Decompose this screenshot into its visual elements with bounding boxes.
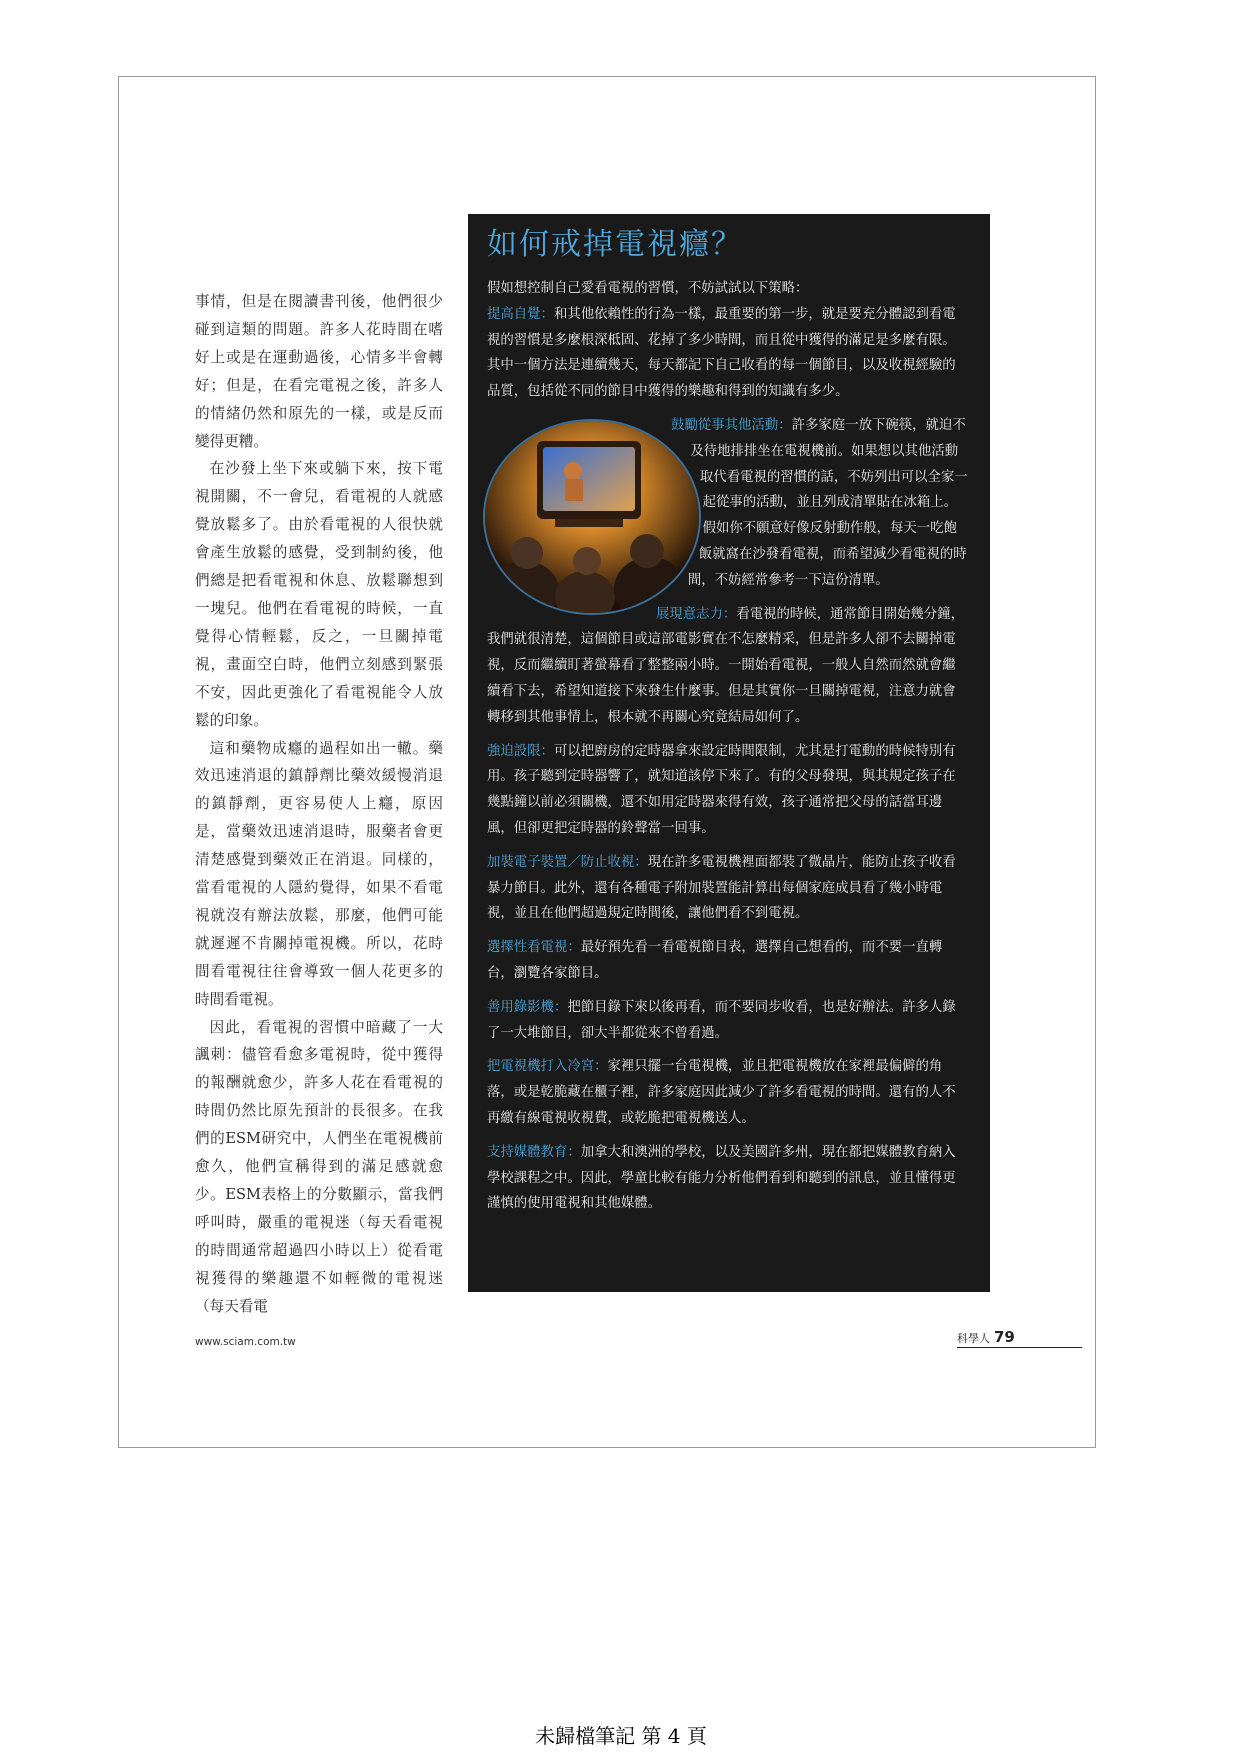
tip-text: 加拿大和澳洲的學校，以及美國許多州，現在都把媒體教育納入學校課程之中。因此，學童比較有能力分析他們看到和聽到的訊息，並且懂得更謹慎的使用電視和其他媒體。 — [487, 1144, 956, 1212]
tip-text: 家裡只擺一台電視機，並且把電視機放在家裡最偏僻的角落，或是乾脆藏在櫃子裡，許多家庭因此減少了許多看電視的時間。還有的人不再繳有線電視收視費，或乾脆把電視機送人。 — [487, 1059, 956, 1126]
notebook-page-caption: 未歸檔筆記 第 4 頁 — [535, 1724, 707, 1748]
footer-page-info — [957, 1327, 1082, 1348]
footer-page-number: 79 — [994, 1328, 1015, 1346]
tip-willpower — [487, 602, 968, 731]
sidebar-box — [468, 214, 990, 1292]
tip-keyword: 善用錄影機： — [487, 999, 568, 1015]
tip-text: 許多家庭一放下碗筷，就迫不及待地排排坐在電視機前。如果想以其他活動取代看電視的習慣的話，不妨列出可以全家一起從事的活動，並且列成清單貼在冰箱上。假如你不願意好像反射動作般，每天一吃飽飯就窩在沙發看電視，而希望減少看電視的時間，不妨經常參考一下這份清單。 — [687, 417, 968, 588]
tip-selective-viewing — [487, 935, 968, 987]
tip-keyword: 加裝電子裝置／防止收視： — [487, 854, 648, 870]
sidebar-intro: 假如想控制自己愛看電視的習慣，不妨試試以下策略： — [487, 281, 809, 296]
tip-raise-awareness — [487, 302, 968, 405]
sidebar-title: 如何戒掉電視癮？ — [487, 227, 743, 262]
tv-family-photo — [483, 419, 701, 615]
tip-media-education — [487, 1140, 968, 1217]
tip-keyword: 強迫設限： — [487, 743, 554, 759]
footer-magazine-name: 科學人 — [957, 1332, 990, 1345]
tip-text: 和其他依賴性的行為一樣，最重要的第一步，就是要充分體認到看電視的習慣是多麼根深柢固、花掉了多少時間，而且從中獲得的滿足是多麼有限。其中一個方法是連續幾天，每天都記下自己收看的每一個節目，以及收視經驗的品質，包括從不同的節目中獲得的樂趣和得到的知識有多少。 — [487, 306, 956, 400]
tip-set-limits — [487, 739, 968, 842]
tip-text: 看電視的時候，通常節目開始幾分鐘，我們就很清楚，這個節目或這部電影實在不怎麼精采，但是許多人卻不去關掉電視，反而繼續盯著螢幕看了整整兩小時。一開始看電視，一般人自然而然就會繼續看下去，希望知道接下來發生什麼事。但是其實你一旦關掉電視，注意力就會轉移到其他事情上，根本就不再關心究竟結局如何了。 — [487, 606, 964, 725]
tip-text: 現在許多電視機裡面都裝了微晶片，能防止孩子收看暴力節目。此外，還有各種電子附加裝置能計算出每個家庭成員看了幾小時電視，並且在他們超過規定時間後，讓他們看不到電視。 — [487, 854, 956, 922]
footer-url: www.sciam.com.tw — [195, 1336, 296, 1348]
left-column-text — [195, 288, 443, 1321]
tip-use-vcr — [487, 995, 968, 1047]
tip-keyword: 提高自覺： — [487, 306, 554, 322]
body-paragraph: 這和藥物成癮的過程如出一轍。藥效迅速消退的鎮靜劑比藥效緩慢消退的鎮靜劑，更容易使人上癮，原因是，當藥效迅速消退時，服藥者會更清楚感覺到藥效正在消退。同樣的，當看電視的人隱約覺得，如果不看電視就沒有辦法放鬆，那麼，他們可能就遲遲不肯關掉電視機。所以，花時間看電視往往會導致一個人花更多的時間看電視。 — [195, 739, 443, 1008]
tip-keyword: 支持媒體教育： — [487, 1144, 581, 1160]
tip-banish-tv — [487, 1054, 968, 1131]
body-paragraph: 因此，看電視的習慣中暗藏了一大諷刺：儘管看愈多電視時，從中獲得的報酬就愈少，許多人花在看電視的時間仍然比原先預計的長很多。在我們的ESM研究中，人們坐在電視機前愈久，他們宣稱得到的滿足感就愈少。ESM表格上的分數顯示，當我們呼叫時，嚴重的電視迷（每天看電視的時間通常超過四小時以上）從看電視獲得的樂趣還不如輕微的電視迷（每天看電 — [195, 1018, 443, 1315]
tip-text: 把節目錄下來以後再看，而不要同步收看，也是好辦法。許多人錄了一大堆節目，卻大半都從來不曾看過。 — [487, 999, 956, 1041]
tip-text: 可以把廚房的定時器拿來設定時間限制，尤其是打電動的時候特別有用。孩子聽到定時器響了，就知道該停下來了。有的父母發現，與其規定孩子在幾點鐘以前必須關機，還不如用定時器來得有效，孩子通常把父母的話當耳邊風，但卻更把定時器的鈴聲當一回事。 — [487, 743, 956, 836]
tip-other-activities — [487, 413, 968, 594]
tip-keyword: 鼓勵從事其他活動： — [671, 417, 792, 433]
body-paragraph: 事情，但是在閱讀書刊後，他們很少碰到這類的問題。許多人花時間在嗜好上或是在運動過後，心情多半會轉好；但是，在看完電視之後，許多人的情緒仍然和原先的一樣，或是反而變得更糟。 — [195, 293, 443, 450]
tip-keyword: 選擇性看電視： — [487, 940, 581, 956]
body-paragraph: 在沙發上坐下來或躺下來，按下電視開關，不一會兒，看電視的人就感覺放鬆多了。由於看電視的人很快就會產生放鬆的感覺，受到制約後，他們總是把看電視和休息、放鬆聯想到一塊兒。他們在看電視的時候，一直覺得心情輕鬆，反之，一旦關掉電視，畫面空白時，他們立刻感到緊張不安，因此更強化了看電視能令人放鬆的印象。 — [195, 460, 443, 729]
tip-electronic-devices — [487, 850, 968, 927]
tip-text: 最好預先看一看電視節目表，選擇自己想看的，而不要一直轉台，瀏覽各家節目。 — [487, 940, 943, 981]
tip-keyword: 展現意志力： — [655, 606, 737, 622]
tip-keyword: 把電視機打入冷宮： — [487, 1059, 608, 1075]
